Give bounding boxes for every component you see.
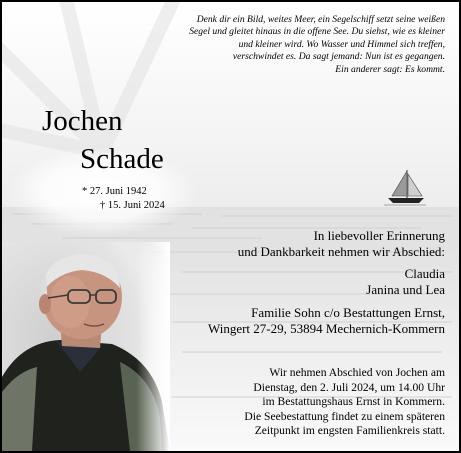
farewell-line: In liebevoller Erinnerung: [313, 228, 445, 243]
address-line: Familie Sohn c/o Bestattungen Ernst,: [251, 305, 445, 320]
death-date: † 15. Juni 2024: [100, 200, 165, 211]
poem: [125, 14, 445, 76]
service-line: Wir nehmen Abschied von Jochen am: [269, 366, 445, 379]
poem-line: Ein anderer sagt: Es kommt.: [335, 63, 445, 75]
service-line: im Bestattungshaus Ernst in Kommern.: [262, 395, 445, 408]
undertaker-address: [208, 305, 445, 337]
service-line: Zeitpunkt im engsten Familienkreis statt.: [254, 424, 445, 437]
birth-date: * 27. Juni 1942: [82, 186, 147, 197]
mourners: [366, 266, 445, 298]
sailboat-icon: [384, 168, 426, 208]
farewell-text: [238, 228, 445, 260]
farewell-line: und Dankbarkeit nehmen wir Abschied:: [237, 244, 445, 259]
last-name: Schade: [80, 143, 164, 175]
poem-line: Segel und gleitet hinaus in die offene See. Du siehst, wie es kleiner: [189, 26, 445, 38]
service-details: [244, 366, 445, 439]
poem-line: verschwindet es. Da sagt jemand: Nun ist es gegangen.: [232, 51, 445, 63]
first-name: Jochen: [42, 105, 123, 137]
mourner-name: Claudia: [404, 266, 445, 281]
address-line: Wingert 27-29, 53894 Mechernich-Kommern: [207, 321, 445, 336]
poem-line: Denk dir ein Bild, weites Meer, ein Segelschiff setzt seine weißen: [196, 14, 445, 25]
service-line: Die Seebestattung findet zu einem späteren: [244, 409, 445, 423]
poem-line: und kleiner wird. Wo Wasser und Himmel sich treffen,: [238, 38, 445, 50]
portrait-photo: [2, 242, 170, 451]
mourner-name: Janina und Lea: [366, 282, 445, 297]
service-line: Dienstag, den 2. Juli 2024, um 14.00 Uhr: [253, 380, 445, 394]
